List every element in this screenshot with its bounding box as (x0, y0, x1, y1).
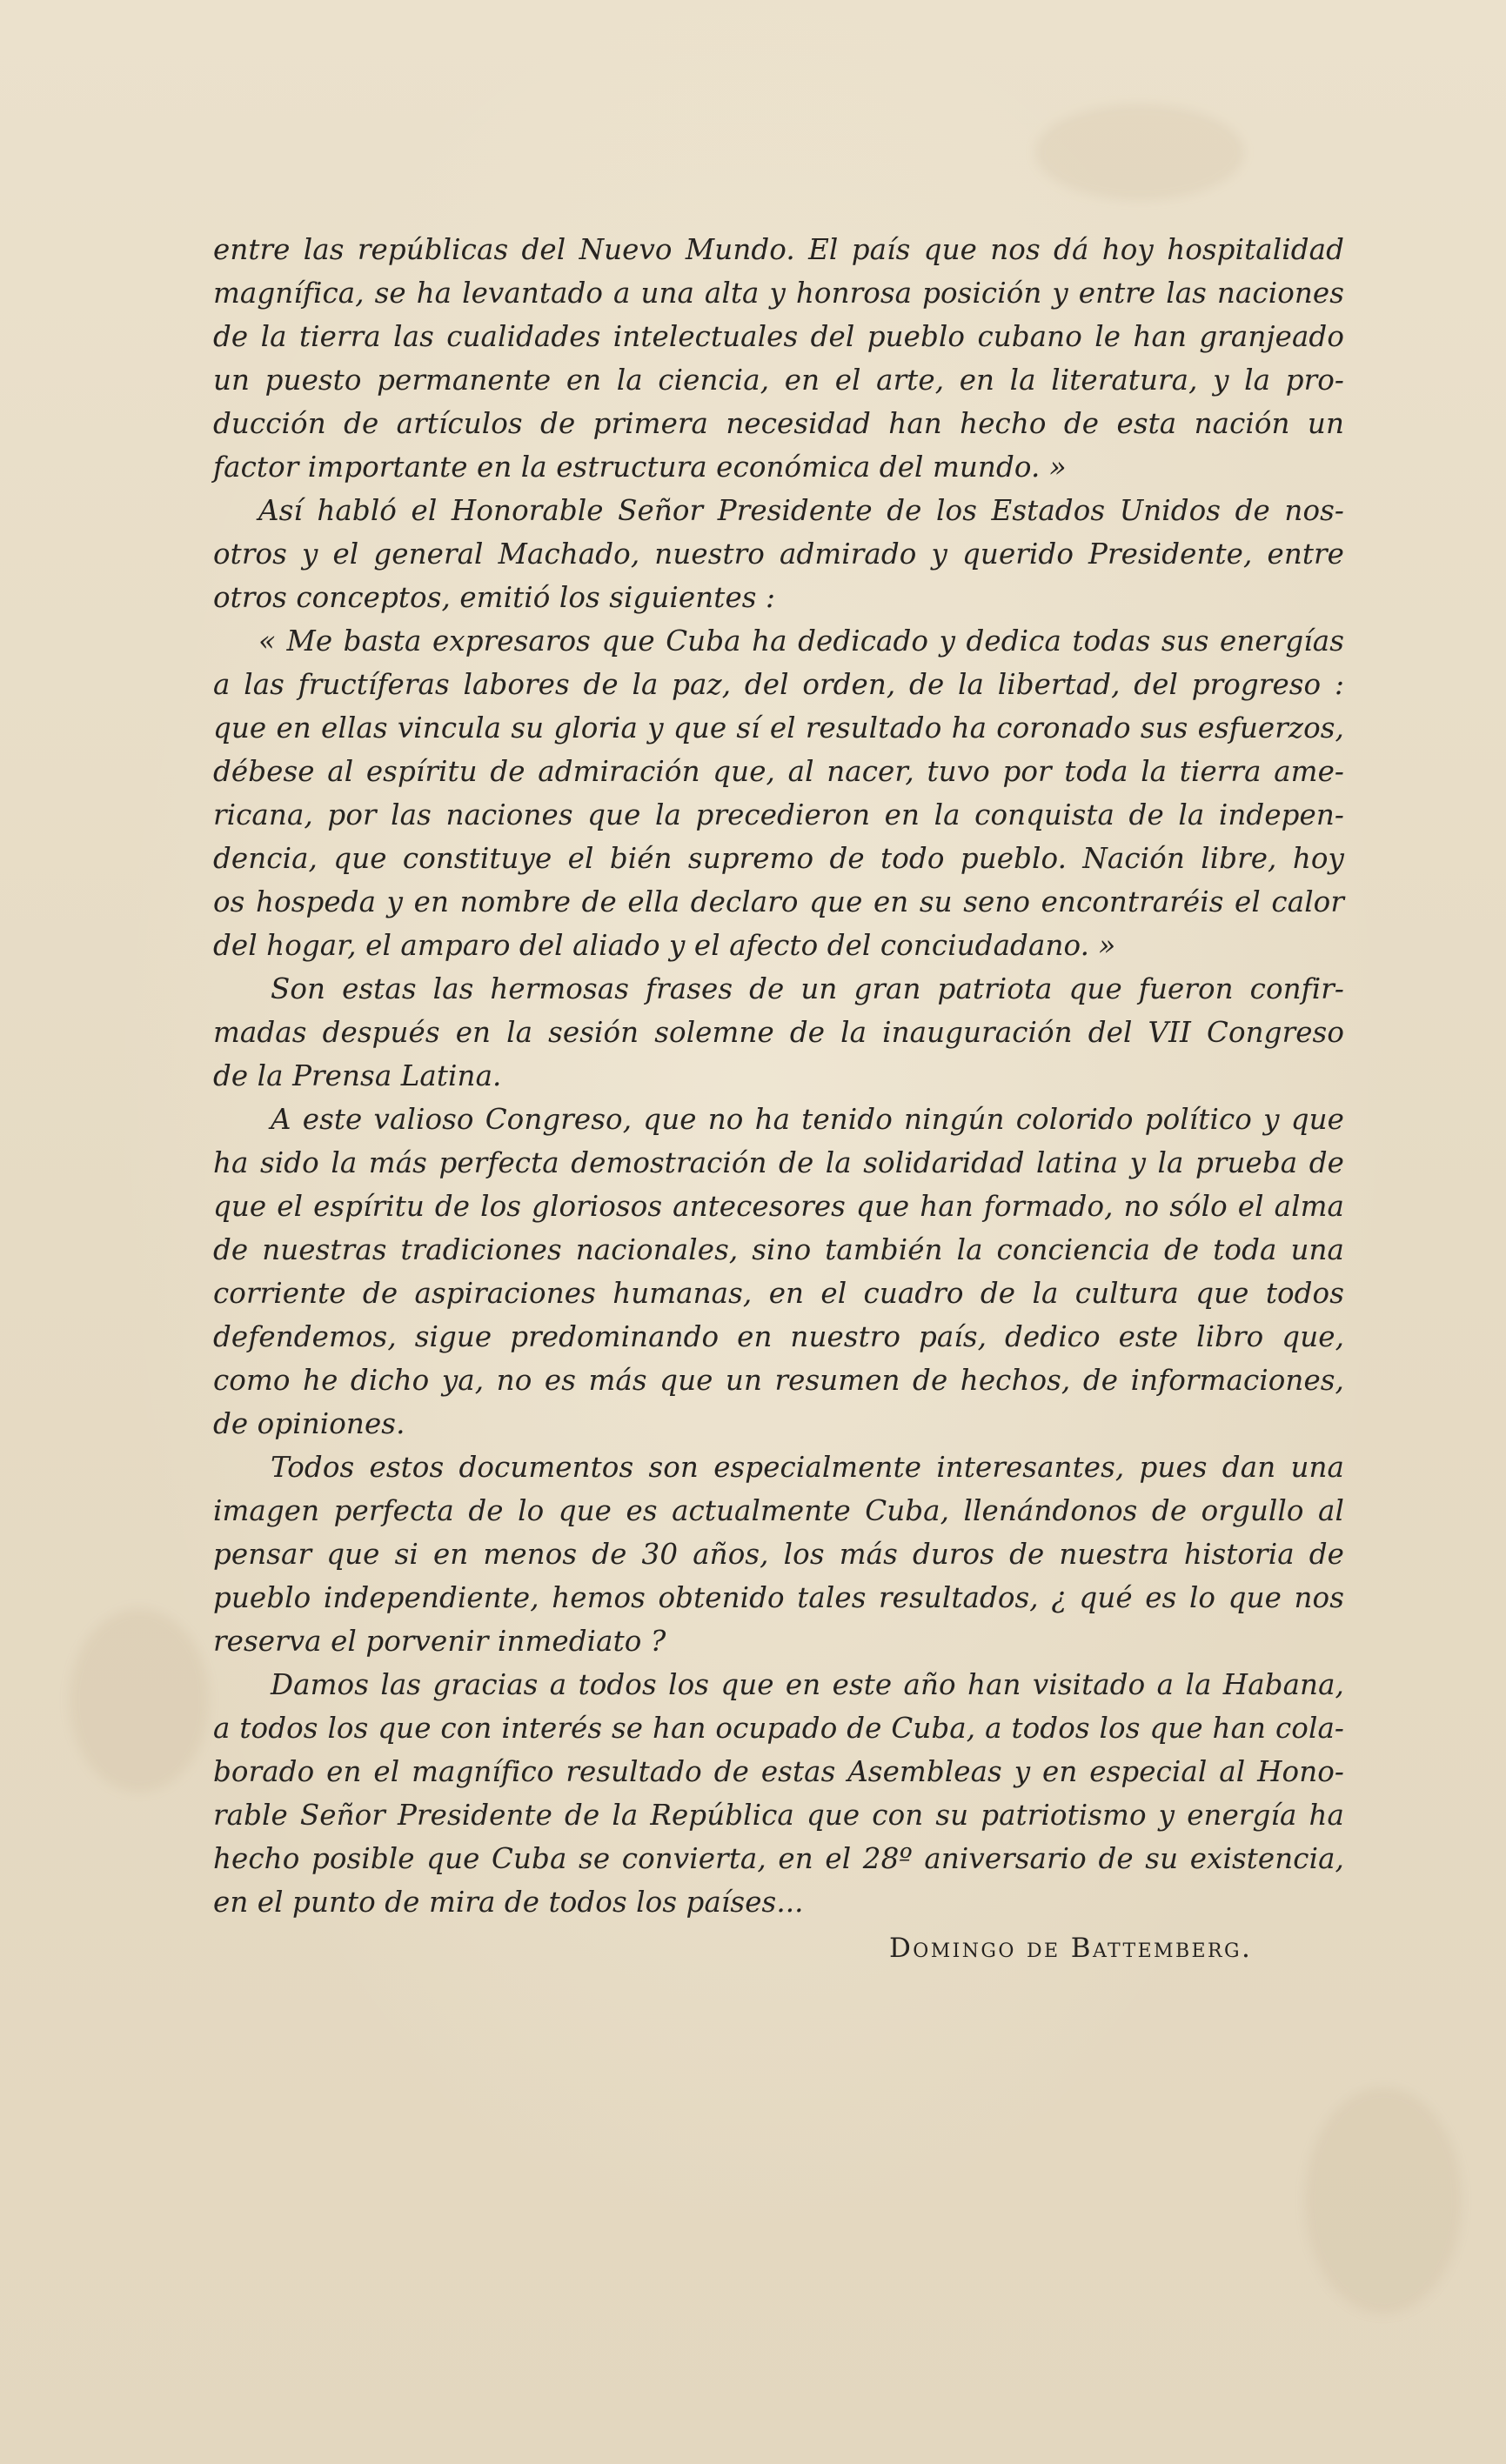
text-line: dencia, que constituye el bién supremo de todo pueblo. Nación libre, hoy (213, 842, 1344, 875)
paper-stain (70, 1609, 209, 1792)
text-line: corriente de aspiraciones humanas, en el cuadro de la cultura que todos (213, 1277, 1344, 1310)
text-line: pensar que si en menos de 30 años, los más duros de nuestra historia de (213, 1538, 1344, 1571)
body-text (213, 228, 1344, 1924)
text-line: imagen perfecta de lo que es actualmente Cuba, llenándonos de orgullo al (213, 1494, 1344, 1527)
text-line: otros y el general Machado, nuestro admirado y querido Presidente, entre (213, 538, 1344, 571)
text-line: magnífica, se ha levantado a una alta y honrosa posición y entre las naciones (213, 277, 1344, 310)
text-line: Son estas las hermosas frases de un gran patriota que fueron confir- (271, 972, 1344, 1005)
text-line: Todos estos documentos son especialmente interesantes, pues dan una (271, 1451, 1344, 1484)
text-line: pueblo independiente, hemos obtenido tales resultados, ¿ qué es lo que nos (213, 1581, 1344, 1614)
text-line: a las fructíferas labores de la paz, del orden, de la libertad, del progreso : (213, 668, 1344, 701)
text-line: de la Prensa Latina. (213, 1059, 502, 1092)
text-line: defendemos, sigue predominando en nuestro país, dedico este libro que, (213, 1320, 1344, 1353)
text-line: reserva el porvenir inmediato ? (213, 1625, 666, 1658)
text-line: A este valioso Congreso, que no ha tenido ningún colorido político y que (271, 1103, 1344, 1136)
text-line: borado en el magnífico resultado de estas Asembleas y en especial al Hono- (213, 1755, 1344, 1788)
text-line: débese al espíritu de admiración que, al nacer, tuvo por toda la tierra ame- (213, 755, 1344, 788)
text-line: un puesto permanente en la ciencia, en el arte, en la literatura, y la pro- (213, 364, 1344, 397)
text-line: que en ellas vincula su gloria y que sí el resultado ha coronado sus esfuerzos, (213, 711, 1344, 745)
text-line: « Me basta expresaros que Cuba ha dedicado y dedica todas sus energías (258, 624, 1344, 658)
text-line: madas después en la sesión solemne de la inauguración del VII Congreso (213, 1016, 1344, 1049)
text-line: como he dicho ya, no es más que un resumen de hechos, de informaciones, (213, 1364, 1344, 1397)
text-line: os hospeda y en nombre de ella declaro que en su seno encontraréis el calor (213, 885, 1344, 918)
text-line: ha sido la más perfecta demostración de la solidaridad latina y la prueba de (213, 1146, 1344, 1179)
text-line: Así habló el Honorable Señor Presidente de los Estados Unidos de nos- (258, 494, 1344, 527)
paper-stain (1035, 104, 1244, 200)
text-line: que el espíritu de los gloriosos antecesores que han formado, no sólo el alma (213, 1190, 1344, 1223)
text-line: ricana, por las naciones que la precedieron en la conquista de la indepen- (213, 798, 1344, 831)
text-line: de nuestras tradiciones nacionales, sino también la conciencia de toda una (213, 1233, 1344, 1266)
text-line: rable Señor Presidente de la República que con su patriotismo y energía ha (213, 1799, 1344, 1832)
text-line: del hogar, el amparo del aliado y el afecto del conciudadano. » (213, 929, 1116, 962)
text-line: a todos los que con interés se han ocupado de Cuba, a todos los que han cola- (213, 1712, 1344, 1745)
text-line: de opiniones. (213, 1407, 405, 1440)
text-line: otros conceptos, emitió los siguientes : (213, 581, 776, 614)
text-line: de la tierra las cualidades intelectuales del pueblo cubano le han granjeado (213, 320, 1344, 353)
paper-stain (1305, 2087, 1462, 2314)
text-line: ducción de artículos de primera necesidad han hecho de esta nación un (213, 407, 1344, 440)
author-signature: Domingo de Battemberg. (889, 1933, 1253, 1964)
text-line: hecho posible que Cuba se convierta, en el 28º aniversario de su existencia, (213, 1842, 1344, 1875)
text-line: entre las repúblicas del Nuevo Mundo. El país que nos dá hoy hospitalidad (213, 233, 1344, 266)
text-line: factor importante en la estructura económica del mundo. » (213, 451, 1067, 484)
text-line: en el punto de mira de todos los países... (213, 1886, 804, 1919)
text-line: Damos las gracias a todos los que en este año han visitado a la Habana, (271, 1668, 1344, 1701)
